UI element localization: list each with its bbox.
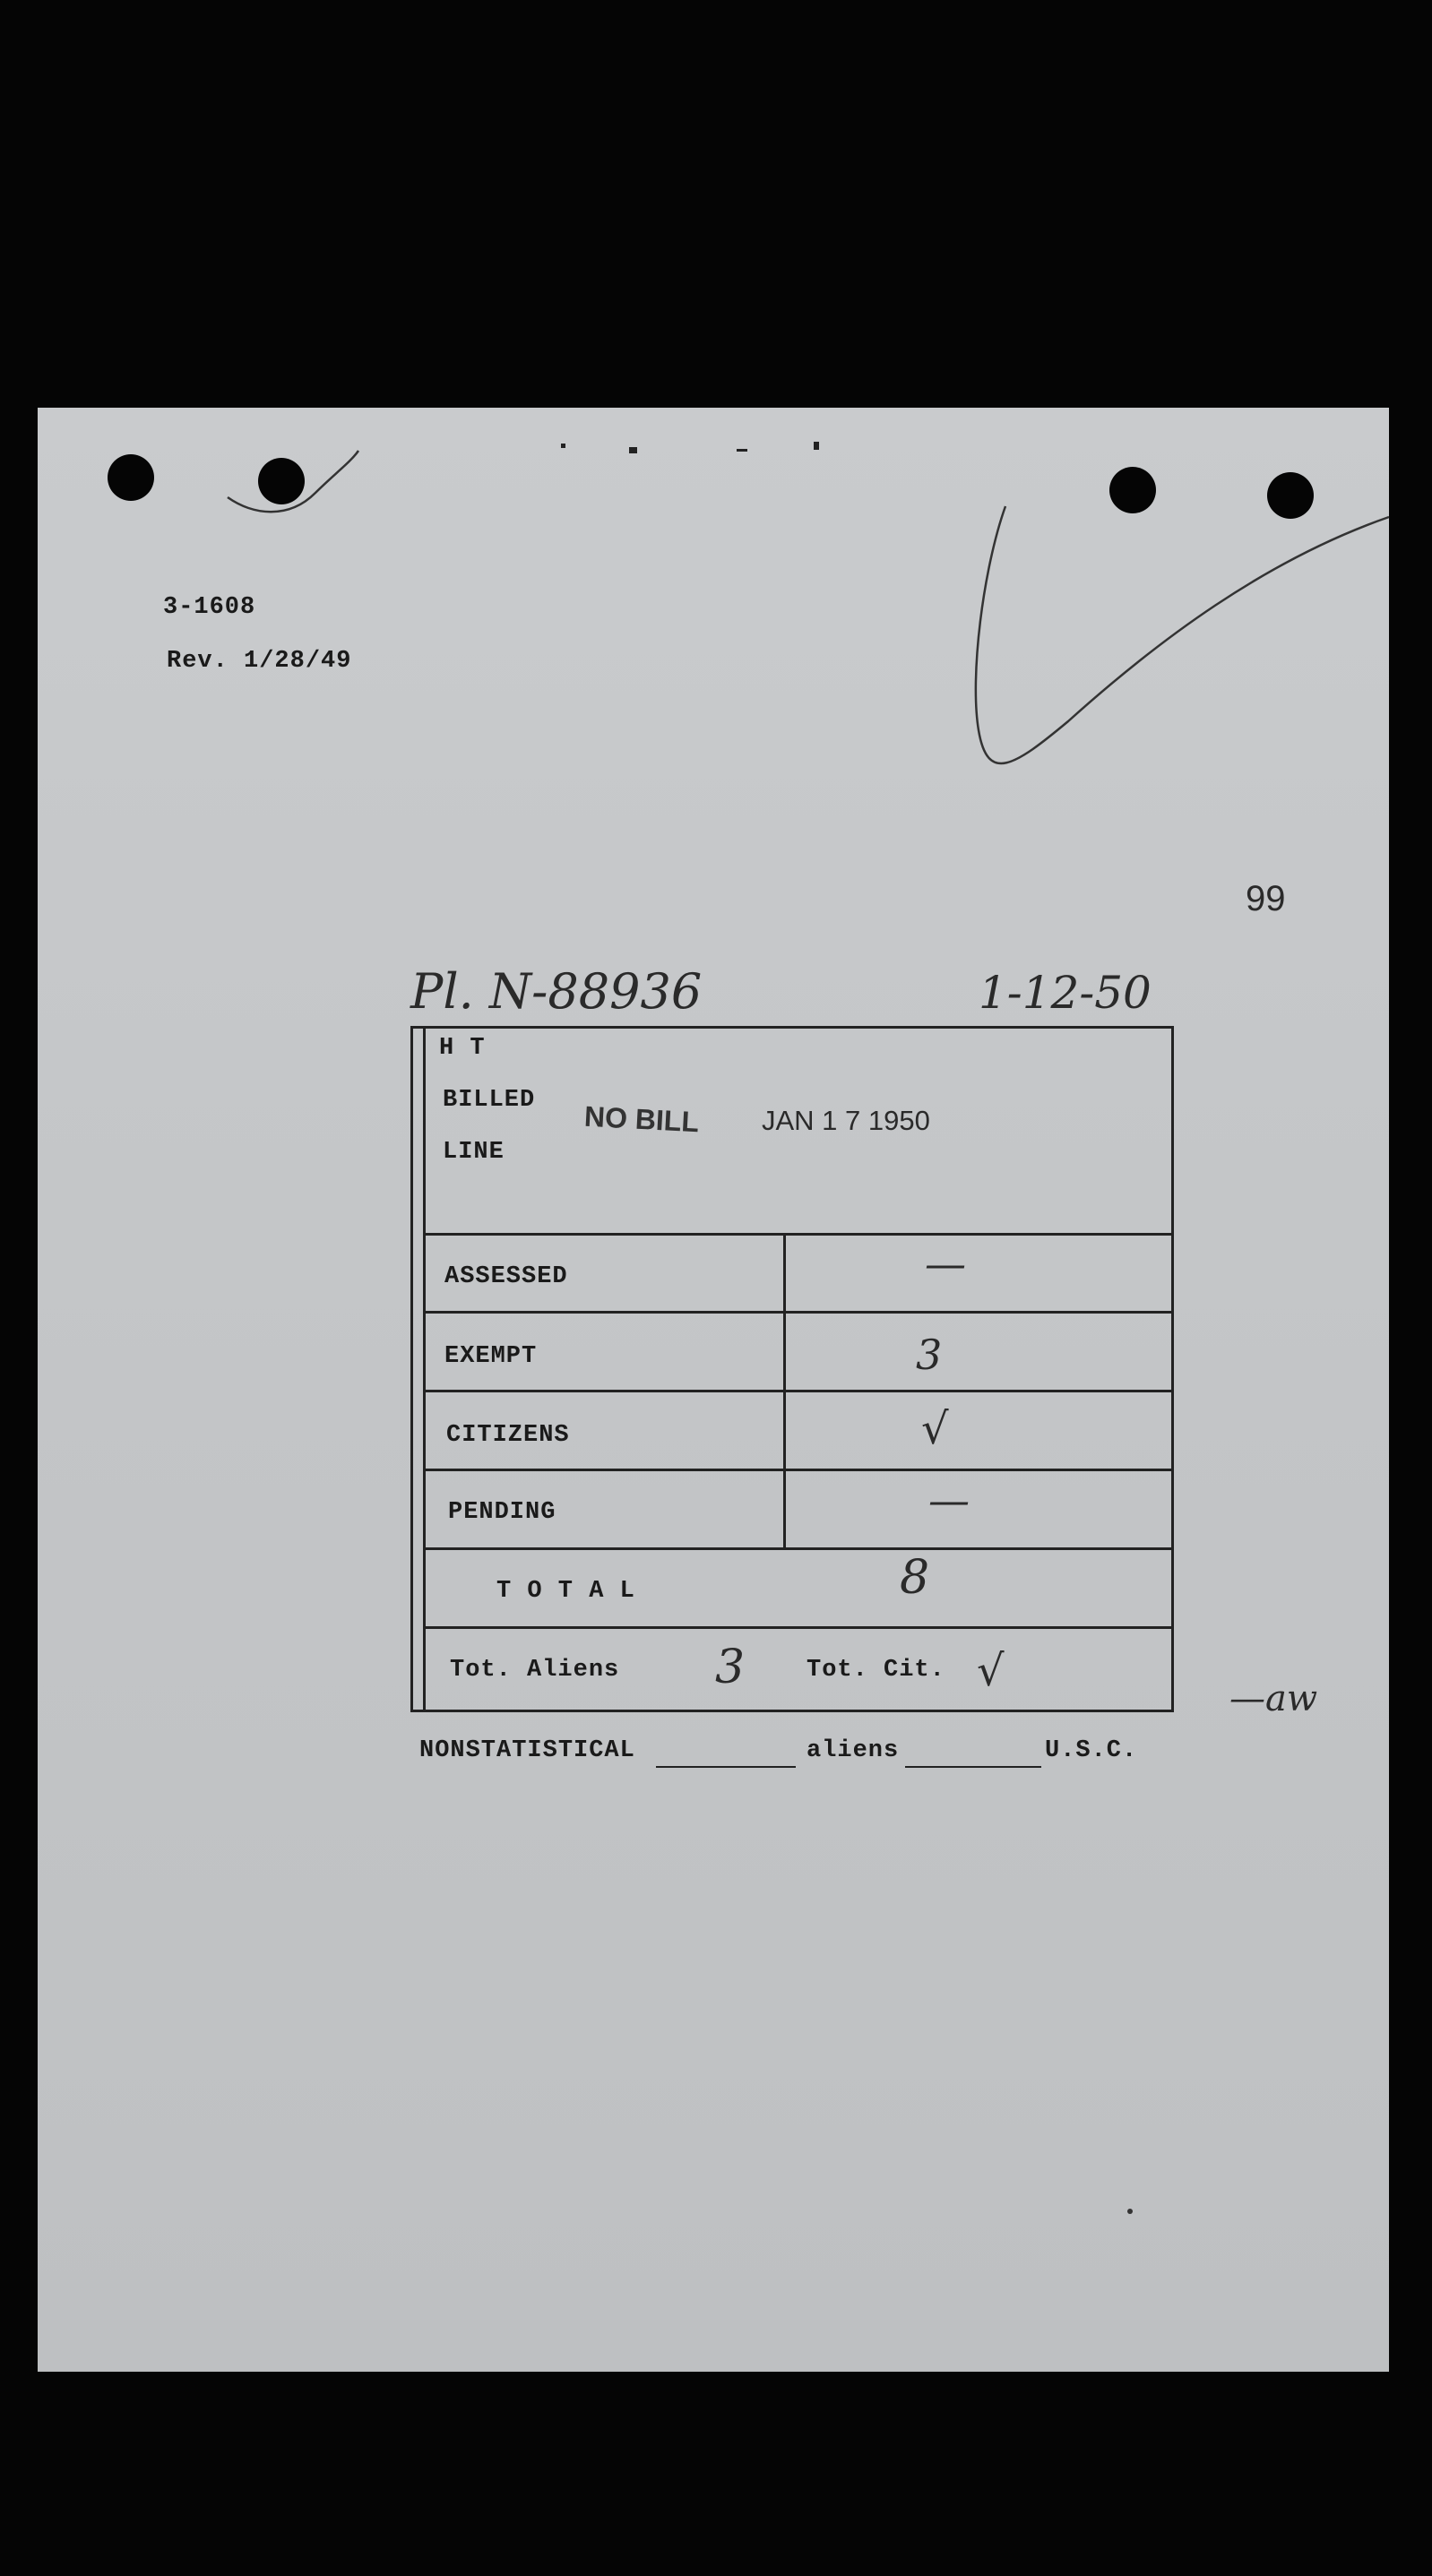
check-mark-large: [943, 497, 1391, 820]
stamp-received-date: JAN 1 7 1950: [762, 1105, 930, 1136]
speck-dot: [1127, 2209, 1133, 2214]
case-date: 1-12-50: [979, 967, 1152, 1019]
stamp-no-bill: NO BILL: [583, 1099, 700, 1139]
page-number: 99: [1246, 879, 1286, 918]
punch-hole-1: [108, 454, 154, 501]
row-label-pending: PENDING: [448, 1499, 556, 1526]
usc-label: U.S.C.: [1045, 1737, 1138, 1764]
row-label-exempt: EXEMPT: [444, 1343, 538, 1370]
total-value: 8: [900, 1551, 930, 1605]
case-number: Pl. N-88936: [410, 963, 703, 1020]
tot-aliens-value: 3: [715, 1641, 746, 1694]
row-value-assessed: —: [925, 1239, 966, 1288]
check-mark-small: [217, 444, 396, 551]
tot-aliens-label: Tot. Aliens: [450, 1657, 620, 1684]
total-label: T O T A L: [496, 1578, 635, 1605]
row-label-citizens: CITIZENS: [446, 1422, 570, 1449]
row-value-exempt: 3: [916, 1331, 943, 1379]
header-line: LINE: [443, 1139, 505, 1166]
document-page: [38, 408, 1389, 2372]
nonstatistical-blank: [656, 1766, 796, 1768]
aliens-blank: [905, 1766, 1041, 1768]
form-number: 3-1608: [163, 594, 256, 621]
form-revision: Rev. 1/28/49: [167, 648, 352, 675]
row-value-pending: —: [928, 1476, 970, 1524]
tot-cit-label: Tot. Cit.: [807, 1657, 945, 1684]
header-billed: BILLED: [443, 1087, 536, 1114]
row-label-assessed: ASSESSED: [444, 1263, 568, 1290]
aliens-label: aliens: [807, 1737, 900, 1764]
header-ht: H T: [439, 1035, 486, 1062]
tot-cit-value: √: [977, 1646, 1005, 1696]
nonstatistical-label: NONSTATISTICAL: [419, 1737, 635, 1764]
row-value-citizens: √: [921, 1404, 949, 1454]
margin-initials: —aw: [1229, 1678, 1318, 1719]
